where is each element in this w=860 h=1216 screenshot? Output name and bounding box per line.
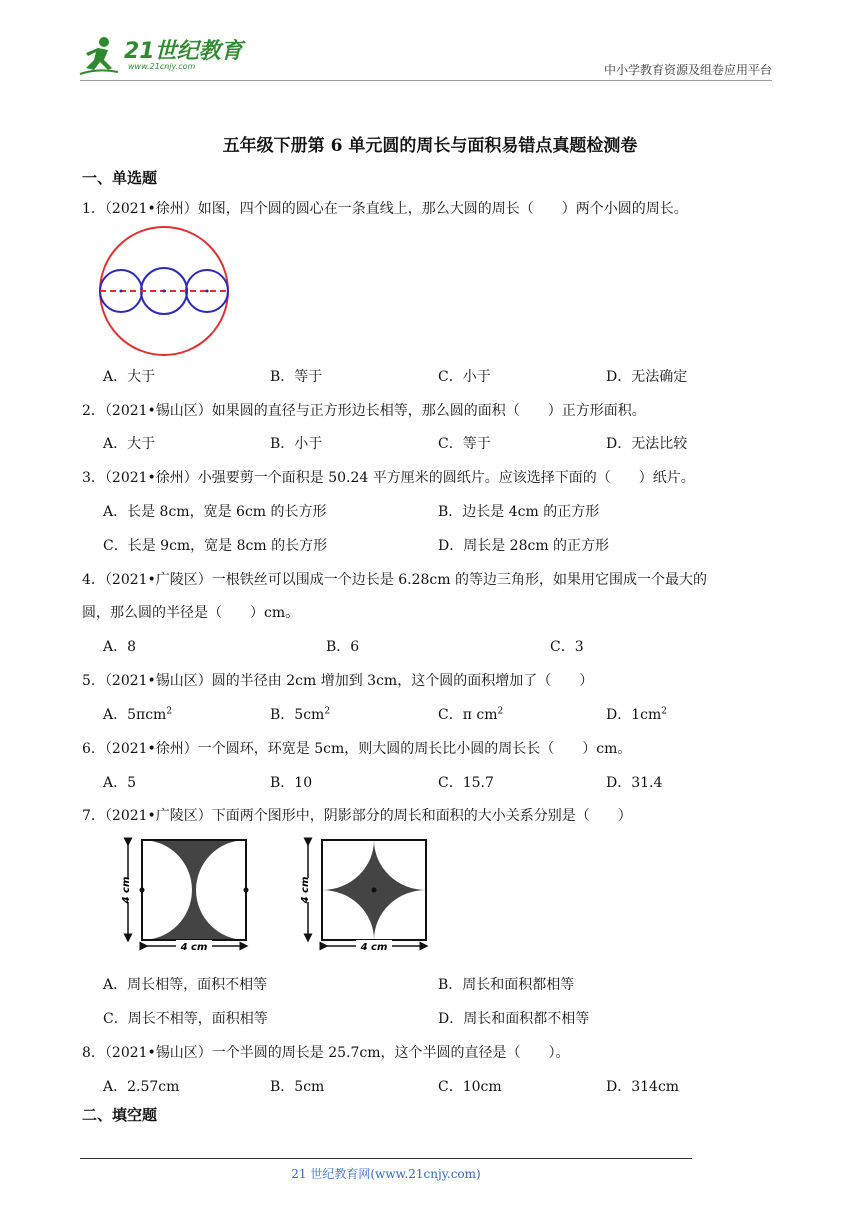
q6-option-c: C．15.7 (438, 775, 494, 791)
q5-option-b (270, 704, 330, 724)
q4-option-c: C．3 (550, 639, 584, 655)
q7-option-b: B．周长和面积都相等 (438, 977, 575, 993)
q6-option-d: D．31.4 (606, 775, 663, 791)
q8-option-b: B．5cm (270, 1079, 325, 1095)
q5-option-a-sup: 2 (166, 706, 173, 717)
runner-logo-icon (78, 34, 124, 78)
q3-option-b: B．边长是 4cm 的正方形 (438, 504, 600, 520)
q7-option-c: C．周长不相等，面积相等 (103, 1011, 268, 1027)
site-logo (78, 34, 248, 78)
header-platform-text: 中小学教育资源及组卷应用平台 (603, 63, 772, 77)
question-6-stem: 6．（2021•徐州）一个圆环，环宽是 5cm，则大圆的周长比小圆的周长长（ ）cm。 (82, 741, 632, 757)
q7-option-d: D．周长和面积都不相等 (438, 1011, 590, 1027)
question-8-stem: 8．（2021•锡山区）一个半圆的周长是 25.7cm，这个半圆的直径是（ ）。 (82, 1045, 570, 1061)
q1-option-c: C．小于 (438, 369, 491, 385)
q4-option-b: B．6 (326, 639, 360, 655)
q2-option-a: A．大于 (103, 436, 156, 452)
logo-url: www.21cnjy.com (128, 62, 196, 71)
footer-text[interactable]: 21 世纪教育网(www.21cnjy.com) (291, 1167, 481, 1181)
section-heading-single-choice: 一、单选题 (82, 169, 158, 187)
q8-option-d: D．314cm (606, 1079, 680, 1095)
footer-divider (80, 1158, 692, 1159)
q3-option-c: C．长是 9cm，宽是 8cm 的长方形 (103, 538, 328, 554)
q7-option-a: A．周长相等，面积不相等 (103, 977, 268, 993)
q6-option-b: B．10 (270, 775, 313, 791)
q4-option-a: A．8 (103, 639, 137, 655)
q1-option-a: A．大于 (103, 369, 156, 385)
q2-option-c: C．等于 (438, 436, 491, 452)
question-2-stem: 2．（2021•锡山区）如果圆的直径与正方形边长相等，那么圆的面积（ ）正方形面积。 (82, 403, 646, 419)
header-divider (80, 80, 772, 81)
q1-option-d: D．无法确定 (606, 369, 688, 385)
q8-option-c: C．10cm (438, 1079, 502, 1095)
question-1-stem: 1．（2021•徐州）如图，四个圆的圆心在一条直线上，那么大圆的周长（ ）两个小圆的周长。 (82, 201, 688, 217)
section-heading-fill-blank: 二、填空题 (82, 1106, 158, 1124)
q5-option-b-sup: 2 (324, 706, 331, 717)
q2-option-d: D．无法比较 (606, 436, 688, 452)
q2-option-b: B．小于 (270, 436, 323, 452)
question-4-stem-line2: 圆，那么圆的半径是（ ）cm。 (82, 605, 300, 621)
q5-option-d-sup: 2 (661, 706, 667, 717)
q1-option-b: B．等于 (270, 369, 323, 385)
q5-option-a (103, 704, 172, 724)
q5-option-c (438, 704, 503, 724)
q7-right-height-label: 4 cm (300, 876, 311, 904)
q5-option-d-text: D．1cm (606, 707, 662, 723)
q7-figure-left (118, 834, 270, 956)
q5-option-c-sup: 2 (497, 706, 504, 717)
q5-option-a-text: A．5πcm (103, 707, 167, 723)
q7-right-width-label: 4 cm (360, 942, 388, 953)
q6-option-a: A．5 (103, 775, 137, 791)
logo-text: 21世纪教育 (124, 39, 243, 64)
q8-option-a: A．2.57cm (103, 1079, 180, 1095)
q7-left-height-label: 4 cm (121, 876, 132, 904)
q7-figure-right (296, 834, 438, 956)
question-7-stem: 7．（2021•广陵区）下面两个图形中，阴影部分的周长和面积的大小关系分别是（ ） (82, 808, 632, 824)
q5-option-b-text: B．5cm (270, 707, 325, 723)
page-title: 五年级下册第 6 单元圆的周长与面积易错点真题检测卷 (222, 136, 638, 156)
q5-option-d (606, 704, 667, 724)
q3-option-d: D．周长是 28cm 的正方形 (438, 538, 610, 554)
question-4-stem: 4．（2021•广陵区）一根铁丝可以围成一个边长是 6.28cm 的等边三角形，如果用它围成一个最大的 (82, 572, 707, 588)
q7-left-width-label: 4 cm (180, 942, 208, 953)
q3-option-a: A．长是 8cm，宽是 6cm 的长方形 (103, 504, 327, 520)
question-3-stem: 3．（2021•徐州）小强要剪一个面积是 50.24 平方厘米的圆纸片。应该选择下面的（ ）纸片。 (82, 470, 695, 486)
q1-circles-figure (98, 225, 230, 357)
question-5-stem: 5．（2021•锡山区）圆的半径由 2cm 增加到 3cm，这个圆的面积增加了（ ） (82, 673, 594, 689)
q5-option-c-text: C．π cm (438, 707, 498, 723)
